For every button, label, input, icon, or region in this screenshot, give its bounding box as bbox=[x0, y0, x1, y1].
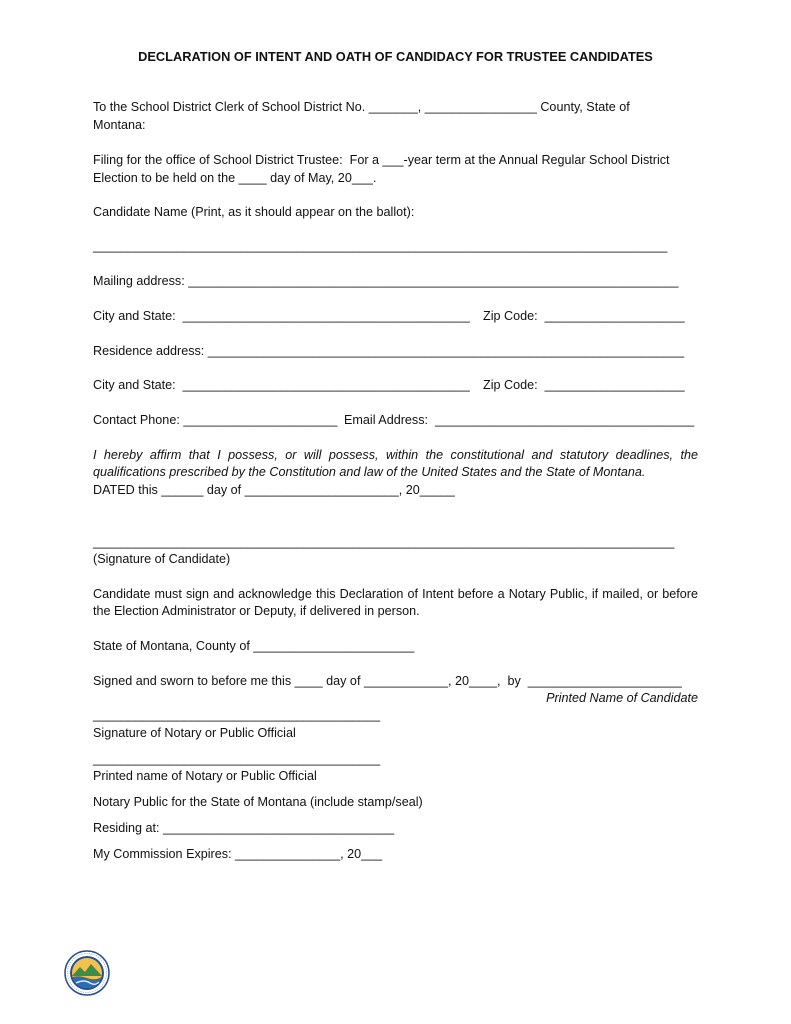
filing-line-2: Election to be held on the ____ day of May, 20___. bbox=[93, 171, 377, 185]
email-address-field[interactable]: Email Address: _____________________________________ bbox=[344, 413, 695, 427]
form-title: DECLARATION OF INTENT AND OATH OF CANDIDACY FOR TRUSTEE CANDIDATES bbox=[138, 49, 653, 64]
montana-commissioner-seal-icon bbox=[64, 950, 110, 996]
notary-printed-name-field[interactable]: _________________________________________ bbox=[93, 752, 381, 766]
notary-signature-label: Signature of Notary or Public Official bbox=[93, 726, 296, 740]
candidate-name-label: Candidate Name (Print, as it should appear on the ballot): bbox=[93, 205, 415, 219]
addressee-line-1: To the School District Clerk of School District No. _______, ________________ County, State of bbox=[93, 100, 630, 114]
notary-printed-name-label: Printed name of Notary or Public Official bbox=[93, 769, 317, 783]
commission-expires-field[interactable]: My Commission Expires: _______________, 20___ bbox=[93, 847, 383, 861]
residing-at-field[interactable]: Residing at: _________________________________ bbox=[93, 821, 395, 835]
printed-name-candidate-label: Printed Name of Candidate bbox=[546, 691, 698, 705]
notary-signature-field[interactable]: _________________________________________ bbox=[93, 708, 381, 722]
filing-line-1: Filing for the office of School District Trustee: For a ___-year term at the Annual Regular School District bbox=[93, 153, 670, 167]
notary-instruction: Candidate must sign and acknowledge this Declaration of Intent before a Notary Public, if mailed, or before the Election Administrator or Deputy, if delivered in person. bbox=[93, 587, 698, 618]
notary-public-state-line: Notary Public for the State of Montana (include stamp/seal) bbox=[93, 795, 423, 809]
candidate-signature-field[interactable]: ___________________________________________________________________________________ bbox=[93, 535, 675, 549]
contact-phone-field[interactable]: Contact Phone: ______________________ bbox=[93, 413, 338, 427]
mailing-city-state-field[interactable]: City and State: _________________________________________ bbox=[93, 309, 470, 323]
mailing-zip-code-field[interactable]: Zip Code: ____________________ bbox=[483, 309, 685, 323]
dated-line[interactable]: DATED this ______ day of ______________________, 20_____ bbox=[93, 483, 455, 497]
candidate-signature-label: (Signature of Candidate) bbox=[93, 552, 231, 566]
state-county-field[interactable]: State of Montana, County of _______________________ bbox=[93, 639, 415, 653]
residence-city-state-field[interactable]: City and State: _________________________________________ bbox=[93, 378, 470, 392]
residence-address-field[interactable]: Residence address: ____________________________________________________________________ bbox=[93, 344, 685, 358]
addressee-line-2: Montana: bbox=[93, 118, 146, 132]
residence-zip-code-field[interactable]: Zip Code: ____________________ bbox=[483, 378, 685, 392]
mailing-address-field[interactable]: Mailing address: ______________________________________________________________________ bbox=[93, 274, 679, 288]
candidate-name-field[interactable]: __________________________________________________________________________________ bbox=[93, 239, 668, 253]
signed-sworn-line[interactable]: Signed and sworn to before me this ____ day of ____________, 20____, by ______________________ bbox=[93, 674, 682, 688]
affirmation-statement: I hereby affirm that I possess, or will possess, within the constitutional and statutory deadlines, the qualifications prescribed by the Constitution and law of the United States and the State of Montana. bbox=[93, 448, 698, 479]
